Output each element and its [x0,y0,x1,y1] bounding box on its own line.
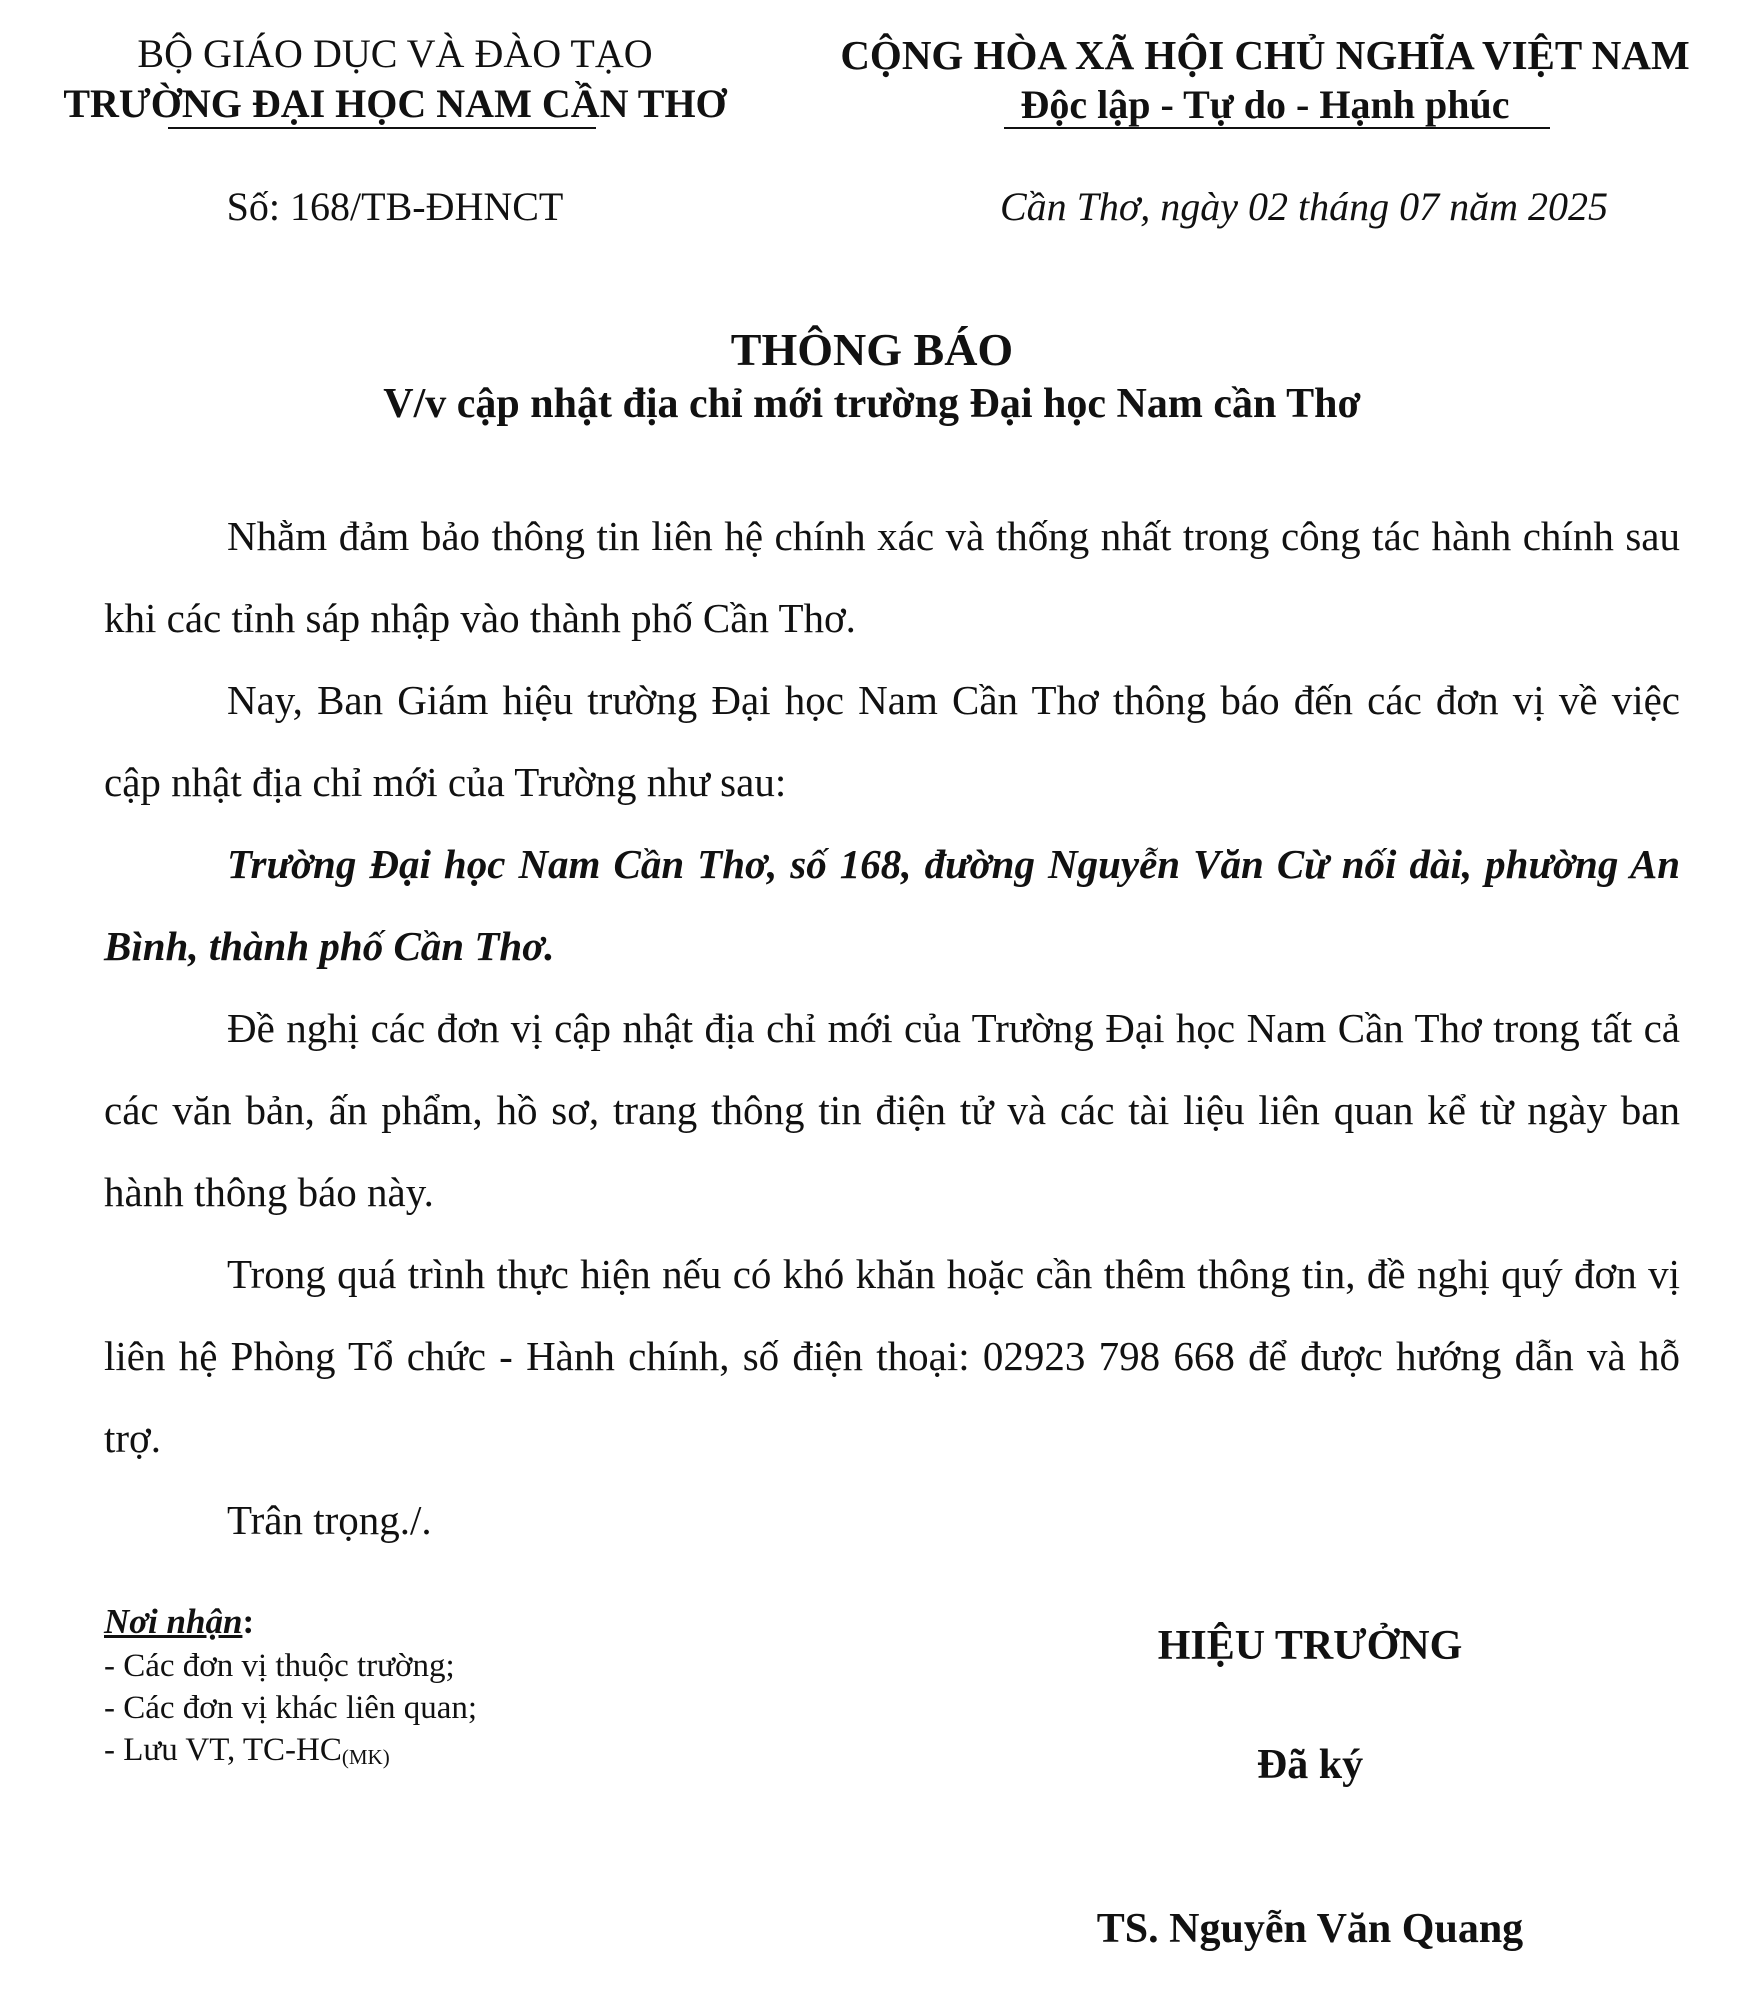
motto-underline [1004,127,1550,129]
recipient-archive-text: - Lưu VT, TC-HC [104,1732,342,1768]
document-number: Số: 168/TB-ĐHNCT [226,184,564,229]
recipients-label: Nơi nhận [104,1602,243,1641]
signed-status: Đã ký [1256,1742,1364,1788]
national-title: CỘNG HÒA XÃ HỘI CHỦ NGHĨA VIỆT NAM [840,32,1690,78]
recipients-list [104,1645,477,1778]
paragraph-contact: Trong quá trình thực hiện nếu có khó khăn hoặc cần thêm thông tin, đề nghị quý đơn vị liên hệ Phòng Tổ chức - Hành chính, số điện thoại: 02923 798 668 để được hướng dẫn và hỗ trợ. [104,1251,1680,1461]
paragraph-request: Đề nghị các đơn vị cập nhật địa chỉ mới của Trường Đại học Nam Cần Thơ trong tất cả các văn bản, ấn phẩm, hồ sơ, trang thông tin điện tử và các tài liệu liên quan kể từ ngày ban hành thông báo này. [104,1005,1680,1215]
document-subject: V/v cập nhật địa chỉ mới trường Đại học Nam cần Thơ [383,381,1361,427]
recipient-item-archive [104,1729,477,1778]
paragraph-purpose: Nhằm đảm bảo thông tin liên hệ chính xác và thống nhất trong công tác hành chính sau khi các tỉnh sáp nhập vào thành phố Cần Thơ. [104,513,1680,641]
school-name: TRƯỜNG ĐẠI HỌC NAM CẦN THƠ [63,81,727,126]
ministry-name: BỘ GIÁO DỤC VÀ ĐÀO TẠO [137,31,653,76]
recipients-heading [104,1601,254,1643]
document-title: THÔNG BÁO [730,324,1014,375]
recipient-item: - Các đơn vị khác liên quan; [104,1690,478,1726]
recipients-colon: : [242,1602,255,1641]
national-motto: Độc lập - Tự do - Hạnh phúc [1020,82,1510,127]
signer-name: TS. Nguyễn Văn Quang [1096,1906,1524,1952]
signer-role: HIỆU TRƯỞNG [1157,1623,1463,1669]
new-address: Trường Đại học Nam Cần Thơ, số 168, đường Nguyễn Văn Cừ nối dài, phường An Bình, thành phố Cần Thơ. [104,841,1680,969]
place-and-date: Cần Thơ, ngày 02 tháng 07 năm 2025 [1000,184,1609,229]
school-name-underline [168,127,596,129]
recipient-archive-initials: (MK) [341,1745,390,1769]
paragraph-announcement: Nay, Ban Giám hiệu trường Đại học Nam Cần Thơ thông báo đến các đơn vị về việc cập nhật địa chỉ mới của Trường như sau: [104,677,1680,805]
document-body [104,495,1680,1561]
recipient-item: - Các đơn vị thuộc trường; [104,1648,455,1684]
closing-text: Trân trọng./. [227,1497,432,1543]
